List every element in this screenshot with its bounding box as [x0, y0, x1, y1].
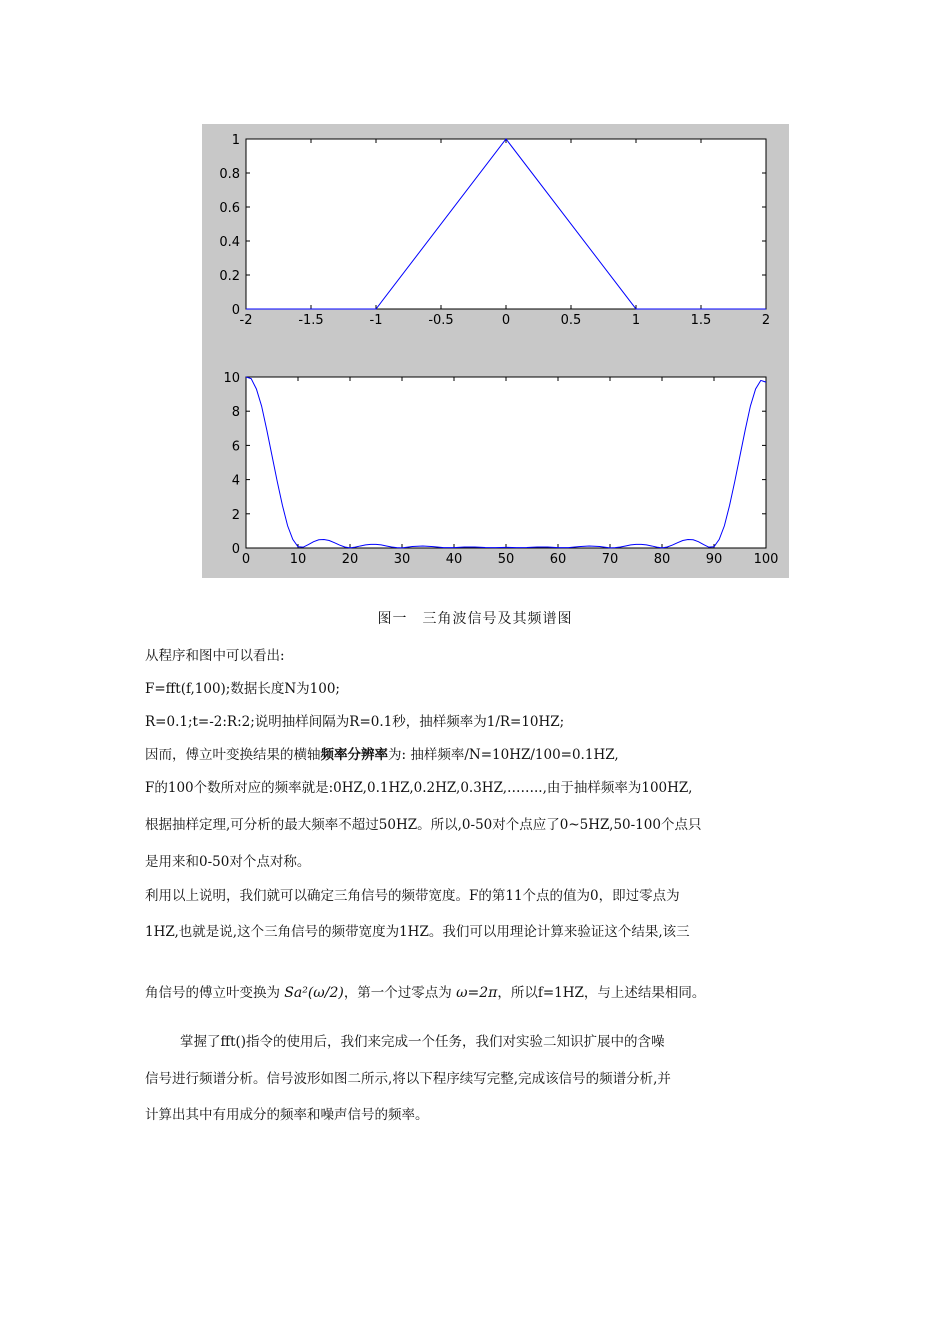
- y-tick-label: 1: [231, 133, 240, 148]
- plot-area: [246, 139, 766, 309]
- x-tick-label: 90: [705, 552, 723, 567]
- x-tick-label: 0.5: [560, 313, 582, 328]
- term-frequency-resolution: 频率分辨率: [320, 747, 388, 763]
- y-tick-label: 0.8: [219, 167, 240, 182]
- x-tick-label: 40: [445, 552, 463, 567]
- x-tick-label: -1: [369, 313, 383, 328]
- y-tick-label: 10: [223, 371, 240, 386]
- x-tick-label: 80: [653, 552, 671, 567]
- x-tick-label: 1.5: [690, 313, 712, 328]
- para-4-start: 因而，傅立叶变换结果的横轴: [145, 747, 321, 763]
- para-10-mid: ，第一个过零点为: [343, 985, 452, 1001]
- figure-svg: [202, 124, 789, 578]
- para-12: 信号进行频谱分析。信号波形如图二所示,将以下程序续写完整,完成该信号的频谱分析,并: [145, 1071, 671, 1087]
- plot-area: [246, 377, 766, 548]
- para-1: 从程序和图中可以看出:: [145, 648, 285, 664]
- para-7: 是用来和0-50对个点对称。: [145, 854, 311, 870]
- x-tick-label: 100: [753, 552, 779, 567]
- y-tick-label: 2: [231, 507, 240, 523]
- y-tick-label: 4: [231, 473, 240, 489]
- para-9: 1HZ,也就是说,这个三角信号的频带宽度为1HZ。我们可以用理论计算来验证这个结果,该三: [145, 924, 690, 940]
- para-4: [145, 743, 619, 763]
- para-11: 掌握了fft()指令的使用后，我们来完成一个任务，我们对实验二知识扩展中的含噪: [180, 1034, 665, 1050]
- formula-sa-squared: Sa²(ω/2): [284, 985, 344, 1001]
- y-tick-label: 0.6: [219, 201, 240, 216]
- figure-caption: 图一 三角波信号及其频谱图: [377, 611, 573, 627]
- para-3: R=0.1;t=-2:R:2;说明抽样间隔为R=0.1秒，抽样频率为1/R=10HZ;: [145, 714, 565, 730]
- x-tick-label: 20: [341, 552, 359, 567]
- para-4-end: 为: 抽样频率/N=10HZ/100=0.1HZ,: [388, 747, 619, 763]
- y-tick-label: 0.2: [219, 269, 240, 284]
- plot-spectrum: [223, 371, 778, 567]
- formula-omega: ω=2π: [456, 985, 498, 1001]
- plot-triangle-signal: [219, 133, 770, 328]
- x-tick-label: 1: [631, 313, 641, 328]
- para-6: 根据抽样定理,可分析的最大频率不超过50HZ。所以,0-50对个点应了0~5HZ,50-100个点只: [145, 817, 702, 833]
- y-tick-label: 0.4: [219, 235, 240, 250]
- x-tick-label: 30: [393, 552, 411, 567]
- x-tick-label: 60: [549, 552, 567, 567]
- para-10-end: ，所以f=1HZ，与上述结果相同。: [497, 985, 706, 1001]
- figure-triangle-spectrum: [202, 124, 789, 578]
- x-tick-label: 0: [241, 552, 251, 567]
- para-13: 计算出其中有用成分的频率和噪声信号的频率。: [145, 1107, 429, 1123]
- y-tick-label: 6: [231, 439, 240, 455]
- para-2: F=fft(f,100);数据长度N为100;: [145, 681, 340, 697]
- para-10-start: 角信号的傅立叶变换为: [145, 985, 280, 1001]
- x-tick-label: -1.5: [298, 313, 324, 328]
- x-tick-label: 10: [289, 552, 307, 567]
- x-tick-label: 2: [761, 313, 771, 328]
- x-tick-label: 70: [601, 552, 619, 567]
- x-tick-label: -0.5: [428, 313, 454, 328]
- para-5: F的100个数所对应的频率就是:0HZ,0.1HZ,0.2HZ,0.3HZ,……..,由于抽样频率为100HZ,: [145, 780, 693, 796]
- y-tick-label: 0: [231, 303, 240, 318]
- x-tick-label: 50: [497, 552, 515, 567]
- x-tick-label: -2: [239, 313, 253, 328]
- para-8: 利用以上说明，我们就可以确定三角信号的频带宽度。F的第11个点的值为0，即过零点为: [145, 888, 680, 904]
- para-10: [145, 981, 705, 1001]
- y-tick-label: 8: [231, 405, 240, 421]
- x-tick-label: 0: [501, 313, 511, 328]
- y-tick-label: 0: [231, 542, 240, 557]
